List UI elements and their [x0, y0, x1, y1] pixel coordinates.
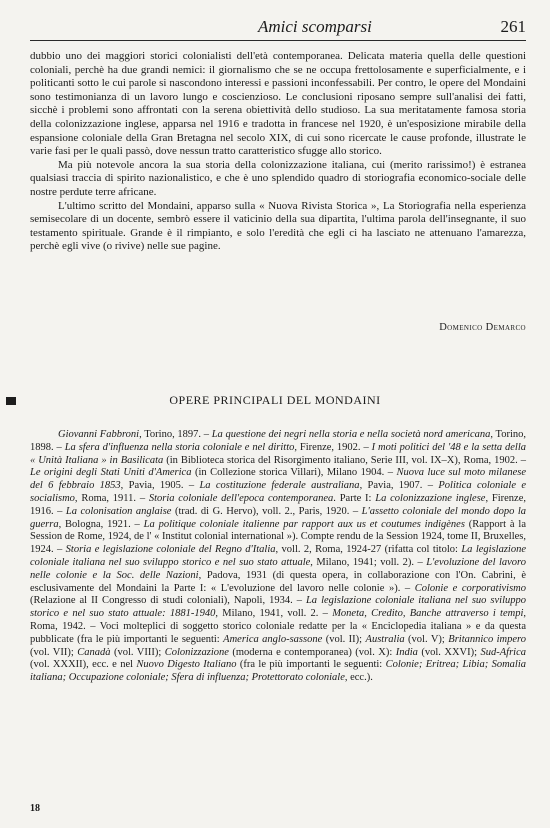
bibliography-detail: , Roma, 1942. – Voci molteplici di soggetto storico coloniale redatte per la « Enciclopedia italiana » e da questa pubblicate (fra le più importanti le seguenti:: [30, 608, 526, 645]
bibliography-detail: . Parte I:: [333, 492, 376, 504]
bibliography-title: La colonizzazione inglese: [375, 492, 486, 504]
bibliography-title: Storia e legislazione coloniale del Regno d'Italia: [65, 544, 276, 556]
bibliography-title: Canadà: [77, 646, 111, 658]
bibliography-title: Britannico impero: [448, 633, 526, 645]
bibliography-detail: , Roma, 1911. –: [74, 492, 149, 504]
bibliography-title: Colonie e corporativismo: [414, 582, 526, 594]
running-header: [30, 16, 526, 41]
bibliography-detail: (Rapport à la Session de Rome, 1924, de l' « Institut colonial international »). Compte rendu de la Session 1924, tome II, Bruxelles, 1924. –: [30, 518, 526, 556]
bibliography-title: La legislazione coloniale italiana nel suo sviluppo storico e nel suo stato attuale: 1881-1940: [30, 595, 526, 620]
paragraph-3: L'ultimo scritto del Mondaini, apparso sulla « Nuova Rivista Storica », La Storiografia nella esperienza semisecolare di un docente, sembrò essere il vaticinio della sua dipartita, l'ultima parola dell'insegnante, il suo testamento spirituale. Grande è il rimpianto, e solo l'eredità che egli ci ha lasciato ne attenuano l'amarezza, perchè egli vive (o rivive) nelle sue pagine.: [30, 199, 526, 253]
bibliography-detail: (moderna e contemporanea) (vol. X):: [228, 646, 396, 658]
bibliography-detail: , Firenze, 1902. –: [294, 441, 372, 453]
bibliography-title: Nuova luce sul moto milanese del 6 febbraio 1853: [30, 467, 526, 492]
bibliography-detail: (vol. VII);: [30, 646, 78, 658]
bibliography-title: Politica coloniale e socialismo: [30, 480, 527, 504]
bibliography-title: Colonizzazione: [164, 646, 229, 658]
bibliography-detail: (vol. XXXII), ecc. e nel: [30, 659, 137, 671]
bibliography-detail: , Torino, 1898. –: [30, 429, 527, 453]
bibliography-list: [30, 429, 526, 685]
page-number: 261: [500, 17, 526, 36]
bibliography-detail: , voll. 2, Roma, 1924-27 (rifatta col titolo:: [275, 544, 462, 556]
bibliography-detail: , Milano, 1941, voll. 2. –: [215, 608, 333, 620]
bibliography-title: Sud-Africa: [480, 646, 526, 658]
bibliography-title: Giovanni Fabbroni: [58, 429, 140, 440]
bibliography-title: Colonie; Eritrea; Libia; Somalia italiana; Occupazione coloniale; Sfera di influenza; Protettorato coloniale: [30, 659, 526, 684]
bibliography-detail: , Torino, 1897. –: [139, 429, 212, 440]
bibliography-title: Moneta, Credito, Banche attraverso i tempi: [332, 608, 524, 620]
bibliography-title: Storia coloniale dell'epoca contemporanea: [148, 492, 334, 504]
bibliography-detail: (in Collezione storica Villari), Milano 1904. –: [191, 467, 397, 479]
bibliography-title: Le origini degli Stati Uniti d'America: [30, 467, 192, 479]
article-body: [30, 50, 526, 254]
bibliography-title: Nuovo Digesto Italiano: [136, 659, 237, 671]
bibliography-detail: (in Biblioteca storica del Risorgimento italiano, Serie III, vol. IX–X), Roma, 1902. –: [163, 454, 526, 466]
bibliography-detail: , Firenze, 1916. –: [30, 492, 526, 517]
paragraph-1: dubbio uno dei maggiori storici colonialisti dell'età contemporanea. Delicata materia quella delle questioni coloniali, perchè ha due grandi nemici: il giornalismo che se ne occupa frettolosamente e superficialmente, e i politicanti sotto le cui parole si nascondono interessi e passioni inconfessabili. Per contro, le opere del Mondaini sono testimonianza di un lavoro lungo e coscienzioso. Le conclusioni riposano sempre sull'analisi dei fatti, sicchè i problemi sono affrontati con la serena obiettività dello studioso. La sua meritatamente famosa storia della colonizzazione inglese, apparsa nel 1916 e tradotta in francese nel 1920, è un'esposizione mirabile della espansione coloniale della Gran Bretagna nel secolo XIX, di cui sono ricercate le cause profonde, illustrate le varie fasi per le quali passò, dove nessun tratto caratteristico sfugge allo storico.: [30, 50, 526, 158]
bibliography-detail: , Pavia, 1905. –: [120, 480, 200, 492]
bibliography-detail: , Bologna, 1921. –: [58, 518, 144, 530]
bibliography-title: India: [395, 646, 418, 658]
bibliography-detail: (vol. V);: [404, 633, 449, 645]
bibliography-detail: (vol. II);: [322, 633, 366, 645]
bibliography-title: La legislazione coloniale italiana nel suo sviluppo storico e nel suo stato attuale: [30, 544, 526, 568]
bibliography-detail: (vol. XXVI);: [417, 646, 481, 658]
bibliography-detail: (Relazione al II Congresso di studi coloniali), Napoli, 1934. –: [30, 595, 306, 607]
bibliography-detail: , Pavia, 1907. –: [359, 480, 439, 492]
bibliography-detail: , ecc.).: [344, 672, 373, 684]
bibliography-detail: , Milano, 1941; voll. 2). –: [310, 556, 427, 568]
bibliography-detail: (vol. VIII);: [110, 646, 165, 658]
bibliography-title: L'evoluzione del lavoro nelle colonie e la Soc. delle Nazioni: [30, 556, 527, 581]
bibliography-title: Australia: [365, 633, 405, 645]
bibliography-title: America anglo-sassone: [223, 633, 323, 645]
paragraph-2: Ma più notevole ancora la sua storia della colonizzazione italiana, cui (merito rarissimo!) è estranea qualsiasi traccia di spirito nazionalistico, e che è uno splendido quadro di storiografia economico-sociale delle nostre perdute terre africane.: [30, 158, 526, 198]
bibliography-title: La politique coloniale italienne par rapport aux us et coutumes indigènes: [143, 518, 465, 530]
bibliography-title: La colonisation anglaise: [65, 505, 172, 517]
running-title: Amici scomparsi: [258, 17, 372, 36]
bibliography-detail: (trad. di G. Hervo), voll. 2., Paris, 1920. –: [171, 505, 362, 517]
bibliography-detail: , Padova, 1931 (di questa opera, in collaborazione con l'On. Cabrini, è esclusivamente del Mondaini la Parte I: « L'evoluzione del lavoro nelle colonie »). –: [30, 569, 526, 594]
author-signature: Domenico Demarco: [439, 322, 526, 333]
section-title: OPERE PRINCIPALI DEL MONDAINI: [169, 393, 381, 407]
bibliography-title: La sfera d'influenza nella storia coloniale e nel diritto: [64, 441, 295, 453]
bibliography-title: I moti politici del '48 e la setta della « Unità Italiana » in Basilicata: [30, 441, 527, 466]
bibliography-title: L'assetto coloniale del mondo dopo la guerra: [30, 505, 527, 530]
bibliography-title: La costituzione federale australiana: [199, 480, 360, 492]
printer-signature-mark: 18: [30, 803, 40, 814]
bibliography-detail: (fra le più importanti le seguenti:: [236, 659, 386, 671]
bibliography-title: La questione dei negri nella storia e nella società nord americana: [211, 429, 491, 440]
